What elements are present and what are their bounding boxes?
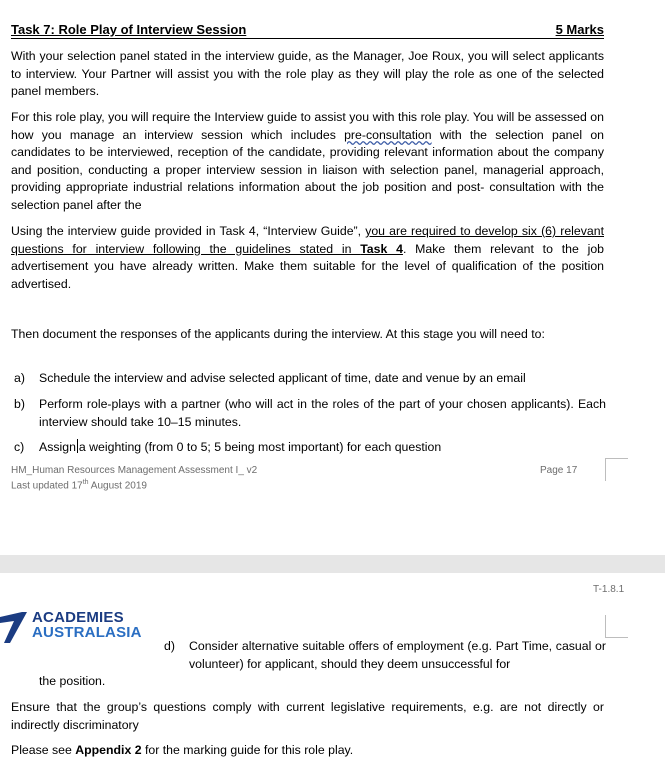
task-heading [11, 22, 604, 39]
task-title: Task 7: Role Play of Interview Session [11, 22, 247, 37]
footer-updated [11, 477, 257, 492]
footer-updated-a: Last updated 17 [11, 480, 83, 492]
paragraph-document-responses: Then document the responses of the applicants during the interview. At this stage you will need to: [11, 327, 545, 341]
list-item [14, 439, 606, 457]
paragraph-legislative: Ensure that the group’s questions comply with current legislative requirements, e.g. are not directly or indirectly discriminatory [11, 700, 604, 732]
para3-text-a: Using the interview guide provided in Task 4, “Interview Guide”, [11, 224, 366, 238]
paragraph-role-play [11, 109, 604, 214]
text-cursor [77, 439, 78, 453]
para6-text-b: for the marking guide for this role play. [141, 743, 354, 757]
academies-logo-icon [0, 609, 30, 643]
list-item [14, 396, 606, 431]
spellcheck-word[interactable]: pre-consultation [344, 127, 432, 142]
logo-text-australasia: AUSTRALASIA [32, 624, 142, 641]
paragraph-interview-guide [11, 223, 604, 293]
list-item [164, 638, 606, 673]
para2-text-b: with the selection panel on candidates to be interviewed, reception of the candidate, providing relevant information about the company and position, conducting a proper interview session in liaison with selection panel, managerial approach, providing appropriate industrial relations information about the job position and post- consultation with the selection panel after the [11, 127, 604, 212]
crop-mark-icon [605, 615, 628, 638]
document-code: T-1.8.1 [593, 584, 625, 595]
para2-text-a: For this role play, you will require the Interview guide to assist you with this role play. You will be assessed on how you manage an interview session which includes [11, 110, 604, 142]
list-marker: b) [14, 397, 25, 411]
list-text-b: a weighting (from 0 to 5; 5 being most important) for each question [78, 440, 442, 454]
footer-sup: th [82, 479, 89, 486]
list-text-a: Assign [39, 440, 76, 454]
paragraph-appendix [11, 742, 604, 760]
list-marker: c) [14, 440, 25, 454]
para3-text-b: . Make them relevant to the job advertisement you have already written. Make them suitable for the level of qualification of the position advertised. [11, 241, 605, 291]
task4-reference: Task 4 [360, 241, 403, 256]
list-marker: d) [164, 639, 175, 653]
logo-text-academies: ACADEMIES [32, 609, 124, 626]
list-text: Perform role-plays with a partner (who will act in the roles of the part of your chosen applicants). Each interview should take 10–15 minutes. [39, 397, 606, 429]
list-text: Consider alternative suitable offers of employment (e.g. Part Time, casual or volunteer) for applicant, should they deem unsuccessful for [189, 639, 606, 671]
list-text-continued: the position. [39, 674, 106, 688]
list-text: Schedule the interview and advise selected applicant of time, date and venue by an email [39, 371, 526, 385]
list-item [14, 370, 606, 388]
footer-doc-name: HM_Human Resources Management Assessment I_ v2 [11, 465, 258, 476]
appendix-reference: Appendix 2 [75, 743, 142, 757]
paragraph-selection-panel: With your selection panel stated in the interview guide, as the Manager, Joe Roux, you will select applicants to interview. Your Partner will assist you with the role play as they will play the role as one of the selected panel members. [11, 49, 604, 98]
crop-mark-icon [605, 458, 628, 481]
list-text[interactable] [39, 439, 606, 457]
footer-updated-b: August 2019 [88, 480, 147, 492]
para6-text-a: Please see [11, 743, 76, 757]
page-separator [0, 555, 665, 573]
page-footer [11, 465, 257, 492]
list-marker: a) [14, 371, 25, 385]
task-marks: 5 Marks [555, 22, 604, 37]
page-number: Page 17 [540, 465, 578, 476]
para3-underlined: you are required to develop six (6) relevant questions for interview following the guidelines stated in [11, 224, 604, 256]
